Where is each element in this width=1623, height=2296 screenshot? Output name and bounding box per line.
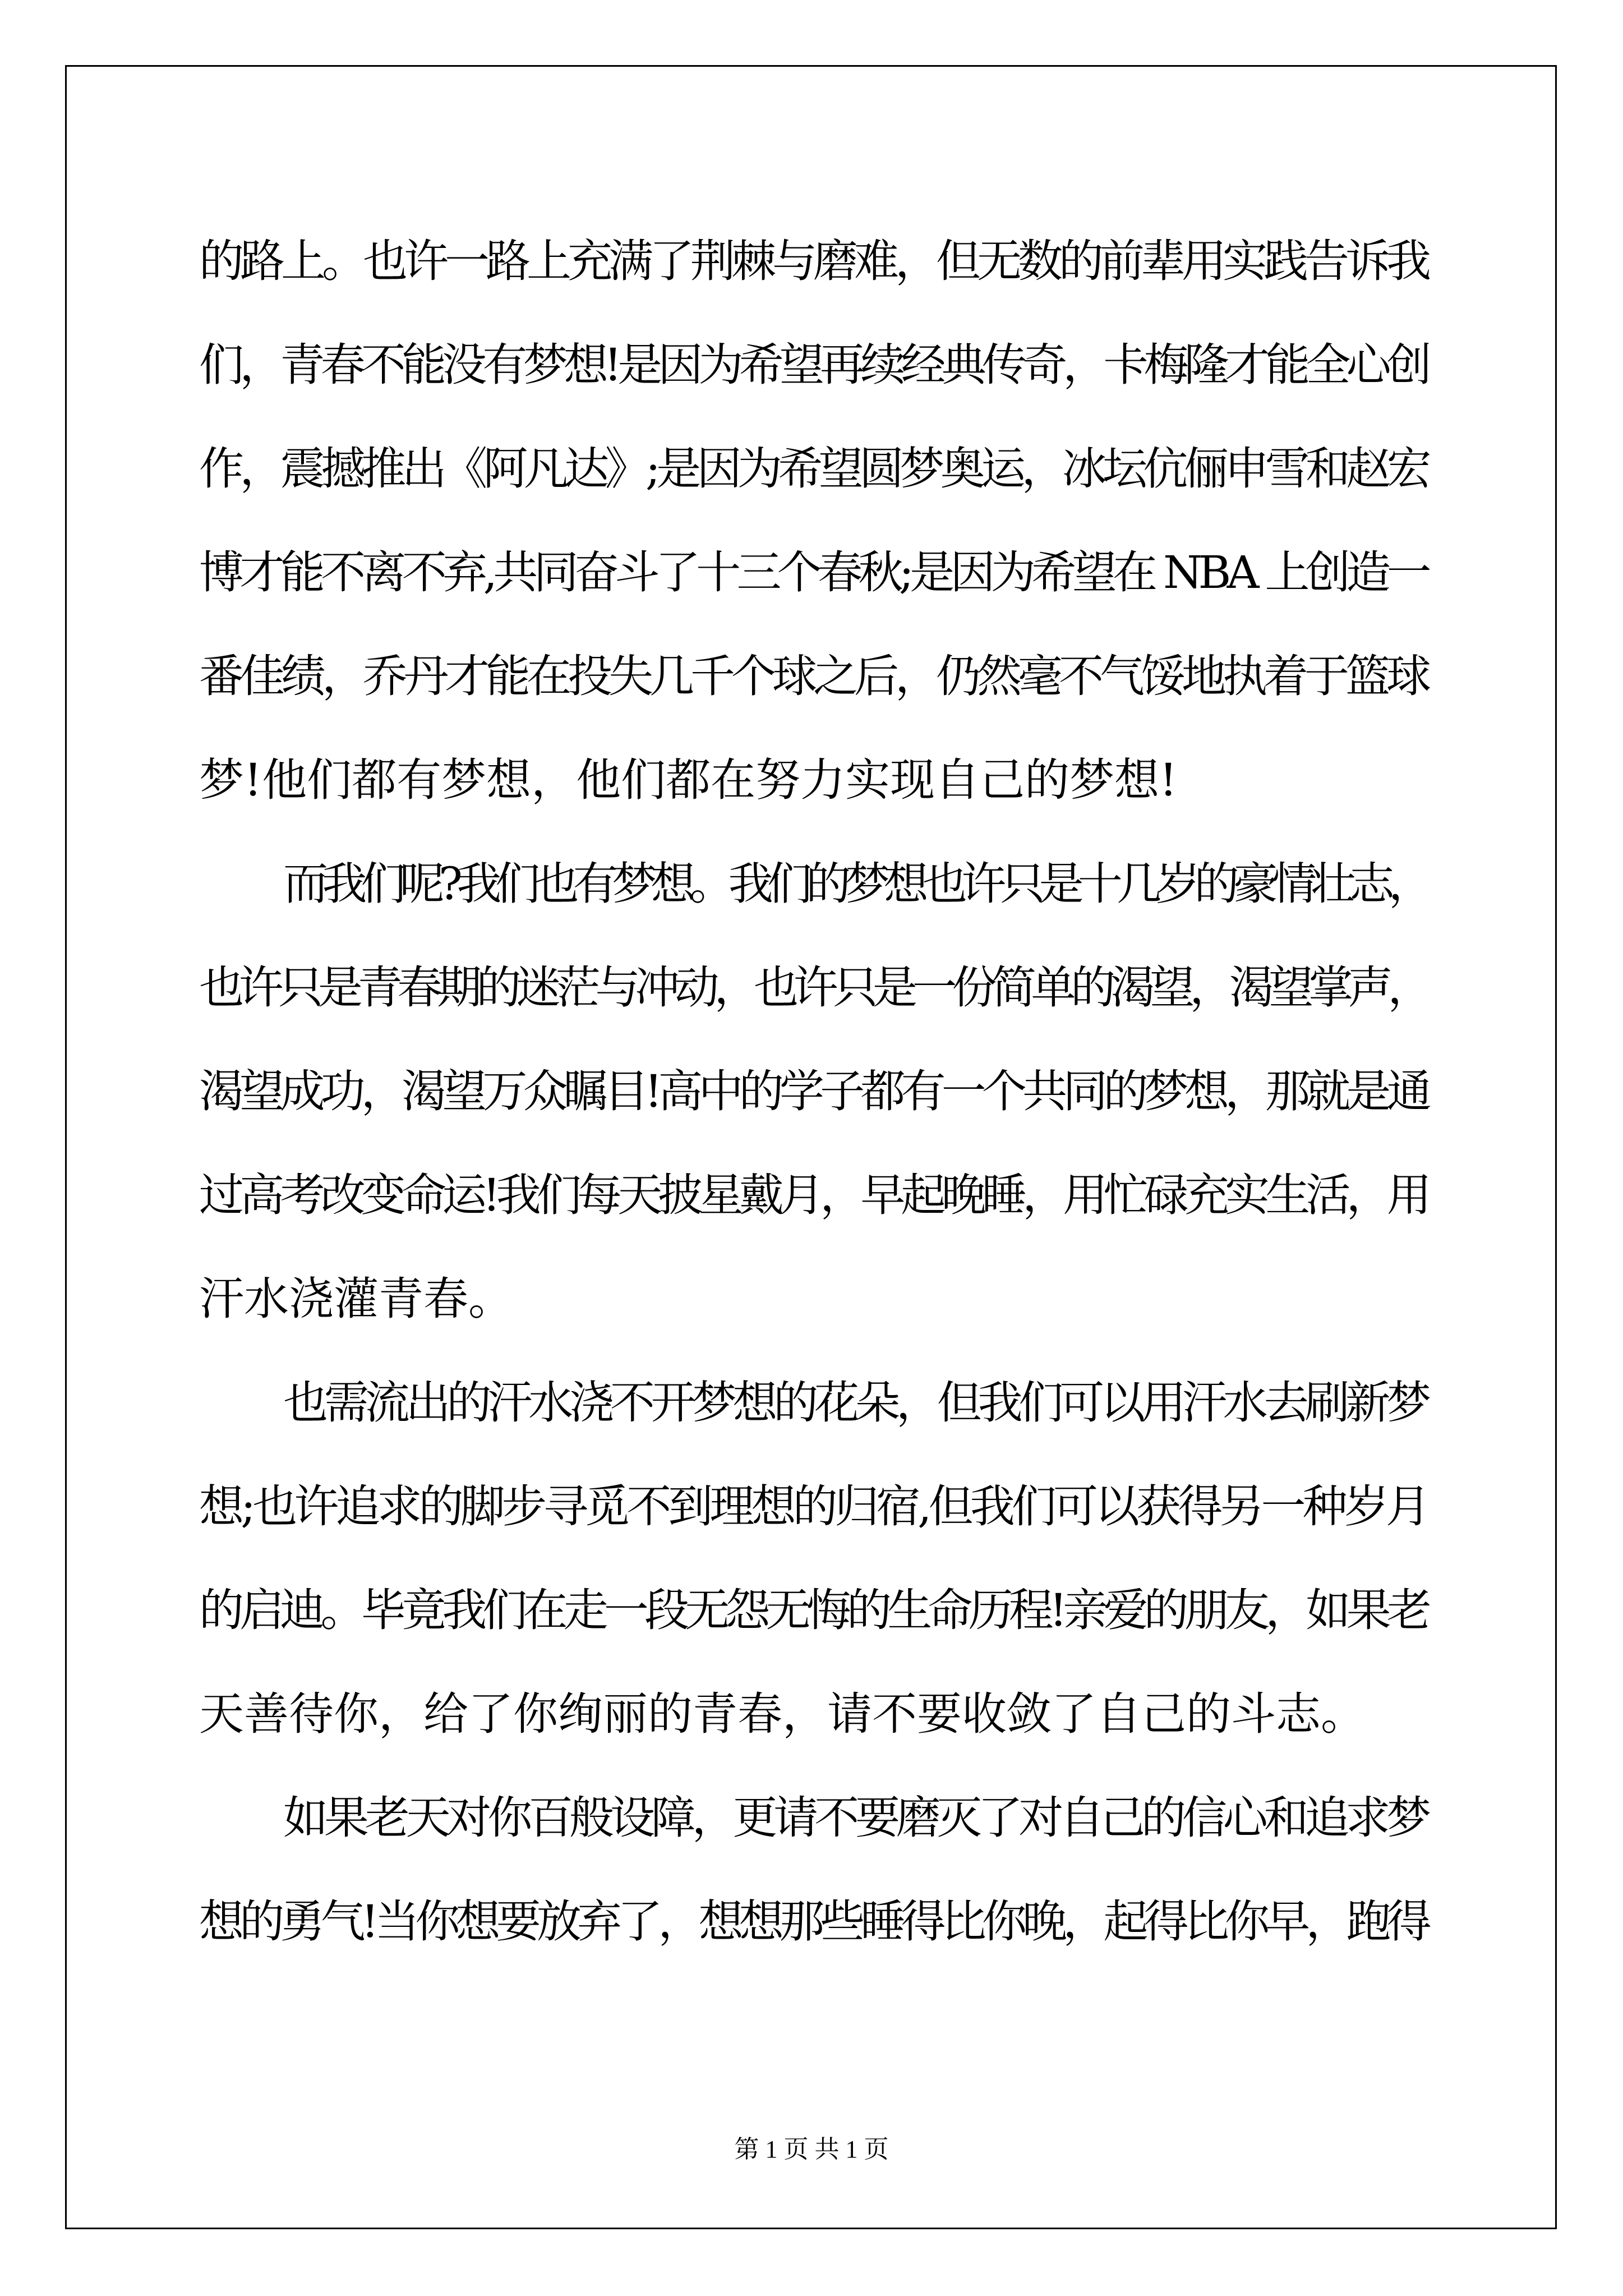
- text-line: 天善待你，给了你绚丽的青春，请不要收敛了自己的斗志。: [199, 1688, 1366, 1740]
- paragraph-first-line: 而我们呢?我们也有梦想。我们的梦想也许只是十几岁的豪情壮志，: [283, 858, 1427, 910]
- text-line: 想的勇气!当你想要放弃了，想想那些睡得比你晚，起得比你早，跑得: [199, 1895, 1427, 1948]
- text-line: 的路上。也许一路上充满了荆棘与磨难，但无数的前辈用实践告诉我: [199, 235, 1427, 287]
- text-line: 番佳绩，乔丹才能在投失几千个球之后，仍然毫不气馁地执着于篮球: [199, 650, 1427, 702]
- page-number-footer: 第 1 页 共 1 页: [734, 2136, 889, 2163]
- text-line: 过高考改变命运!我们每天披星戴月，早起晚睡，用忙碌充实生活，用: [199, 1169, 1427, 1221]
- text-line: 博才能不离不弃,共同奋斗了十三个春秋;是因为希望在 NBA 上创造一: [199, 546, 1427, 599]
- text-line: 梦!他们都有梦想，他们都在努力实现自己的梦想!: [199, 754, 1178, 806]
- text-line: 汗水浇灌青春。: [199, 1273, 513, 1325]
- text-line: 作，震撼推出《阿凡达》;是因为希望圆梦奥运，冰坛伉俪申雪和赵宏: [199, 443, 1427, 495]
- text-line: 的启迪。毕竟我们在走一段无怨无悔的生命历程!亲爱的朋友，如果老: [199, 1584, 1427, 1636]
- paragraph-first-line: 如果老天对你百般设障，更请不要磨灭了对自己的信心和追求梦: [283, 1792, 1427, 1844]
- paragraph-first-line: 也需流出的汗水浇不开梦想的花朵，但我们可以用汗水去刷新梦: [283, 1377, 1427, 1429]
- document-body: [199, 209, 1427, 1973]
- text-line: 想;也许追求的脚步寻觅不到理想的归宿,但我们可以获得另一种岁月: [199, 1480, 1427, 1533]
- text-line: 渴望成功，渴望万众瞩目!高中的学子都有一个共同的梦想，那就是通: [199, 1065, 1427, 1117]
- text-line: 们，青春不能没有梦想!是因为希望再续经典传奇，卡梅隆才能全心创: [199, 339, 1427, 391]
- text-line: 也许只是青春期的迷茫与冲动，也许只是一份简单的渴望，渴望掌声，: [199, 961, 1427, 1014]
